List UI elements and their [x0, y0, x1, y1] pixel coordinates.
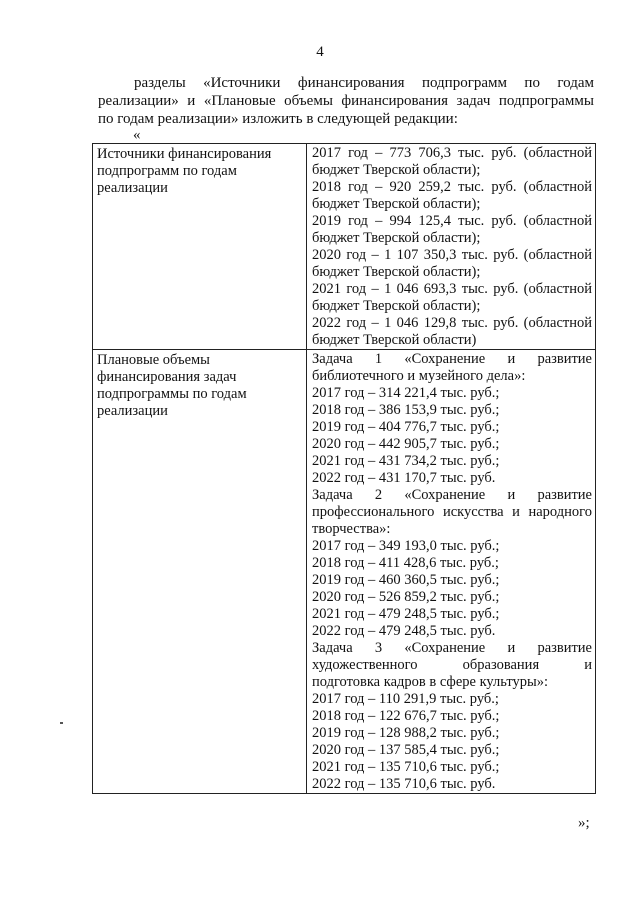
row-value-line: Задача 1 «Сохранение и развитие — [312, 351, 592, 367]
row-label-line: подпрограммы по годам — [97, 386, 247, 402]
row-value-line: 2020 год – 526 859,2 тыс. руб.; — [312, 589, 500, 605]
margin-mark — [60, 722, 63, 724]
intro-line: разделы «Источники финансирования подпрограмм по годам — [134, 75, 594, 91]
row-value-line: бюджет Тверской области) — [312, 332, 477, 348]
row-value-line: бюджет Тверской области); — [312, 264, 481, 280]
row-value-line: 2022 год – 1 046 129,8 тыс. руб. (областной — [312, 315, 592, 331]
row-value-line: 2019 год – 128 988,2 тыс. руб.; — [312, 725, 500, 741]
row-value-line: 2017 год – 314 221,4 тыс. руб.; — [312, 385, 500, 401]
row-value-line: 2018 год – 122 676,7 тыс. руб.; — [312, 708, 500, 724]
row-value-line: 2017 год – 773 706,3 тыс. руб. (областной — [312, 145, 592, 161]
row-value-line: 2021 год – 431 734,2 тыс. руб.; — [312, 453, 500, 469]
row-value-cell — [307, 350, 596, 794]
row-value-line: 2019 год – 404 776,7 тыс. руб.; — [312, 419, 500, 435]
row-value-line: бюджет Тверской области); — [312, 230, 481, 246]
row-value-line: Задача 2 «Сохранение и развитие — [312, 487, 592, 503]
row-value-line: 2017 год – 110 291,9 тыс. руб.; — [312, 691, 499, 707]
intro-line: по годам реализации» изложить в следующей редакции: — [98, 111, 458, 127]
row-label-line: подпрограмм по годам — [97, 163, 237, 179]
table-row — [93, 144, 596, 350]
row-value-line: творчества»: — [312, 521, 391, 537]
row-value-line: бюджет Тверской области); — [312, 298, 481, 314]
row-value-line: 2020 год – 442 905,7 тыс. руб.; — [312, 436, 500, 452]
table-body — [93, 144, 596, 794]
row-value-line: 2021 год – 479 248,5 тыс. руб.; — [312, 606, 500, 622]
row-value-line: 2020 год – 137 585,4 тыс. руб.; — [312, 742, 500, 758]
row-value-line: 2021 год – 1 046 693,3 тыс. руб. (областной — [312, 281, 592, 297]
row-value-line: художественного образования и — [312, 657, 592, 673]
row-value-line: библиотечного и музейного дела»: — [312, 368, 526, 384]
row-value-line: 2020 год – 1 107 350,3 тыс. руб. (областной — [312, 247, 592, 263]
row-value-line: 2022 год – 431 170,7 тыс. руб. — [312, 470, 496, 486]
row-value-line: Задача 3 «Сохранение и развитие — [312, 640, 592, 656]
row-label-line: реализации — [97, 180, 168, 196]
row-value-line: бюджет Тверской области); — [312, 196, 481, 212]
row-value-line: 2019 год – 460 360,5 тыс. руб.; — [312, 572, 500, 588]
row-label-cell — [93, 144, 307, 350]
intro-paragraph — [98, 74, 594, 128]
table-row — [93, 350, 596, 794]
row-label-cell — [93, 350, 307, 794]
row-value-line: 2021 год – 135 710,6 тыс. руб.; — [312, 759, 500, 775]
row-value-line: бюджет Тверской области); — [312, 162, 481, 178]
opening-quote: « — [133, 127, 141, 143]
row-label-line: реализации — [97, 403, 168, 419]
intro-line: реализации» и «Плановые объемы финансирования задач подпрограммы — [98, 93, 594, 109]
row-value-cell — [307, 144, 596, 350]
row-value-line: 2018 год – 920 259,2 тыс. руб. (областной — [312, 179, 592, 195]
page-number: 4 — [316, 44, 324, 60]
row-label-line: Источники финансирования — [97, 146, 272, 162]
financing-table — [92, 143, 596, 794]
row-value-line: 2022 год – 135 710,6 тыс. руб. — [312, 776, 496, 792]
closing-quote: »; — [578, 815, 590, 831]
row-value-line: 2018 год – 411 428,6 тыс. руб.; — [312, 555, 499, 571]
row-label-line: Плановые объемы — [97, 352, 210, 368]
row-value-line: 2018 год – 386 153,9 тыс. руб.; — [312, 402, 500, 418]
row-label-line: финансирования задач — [97, 369, 237, 385]
row-value-line: 2019 год – 994 125,4 тыс. руб. (областной — [312, 213, 592, 229]
row-value-line: профессионального искусства и народного — [312, 504, 592, 520]
row-value-line: подготовка кадров в сфере культуры»: — [312, 674, 548, 690]
row-value-line: 2017 год – 349 193,0 тыс. руб.; — [312, 538, 500, 554]
row-value-line: 2022 год – 479 248,5 тыс. руб. — [312, 623, 496, 639]
